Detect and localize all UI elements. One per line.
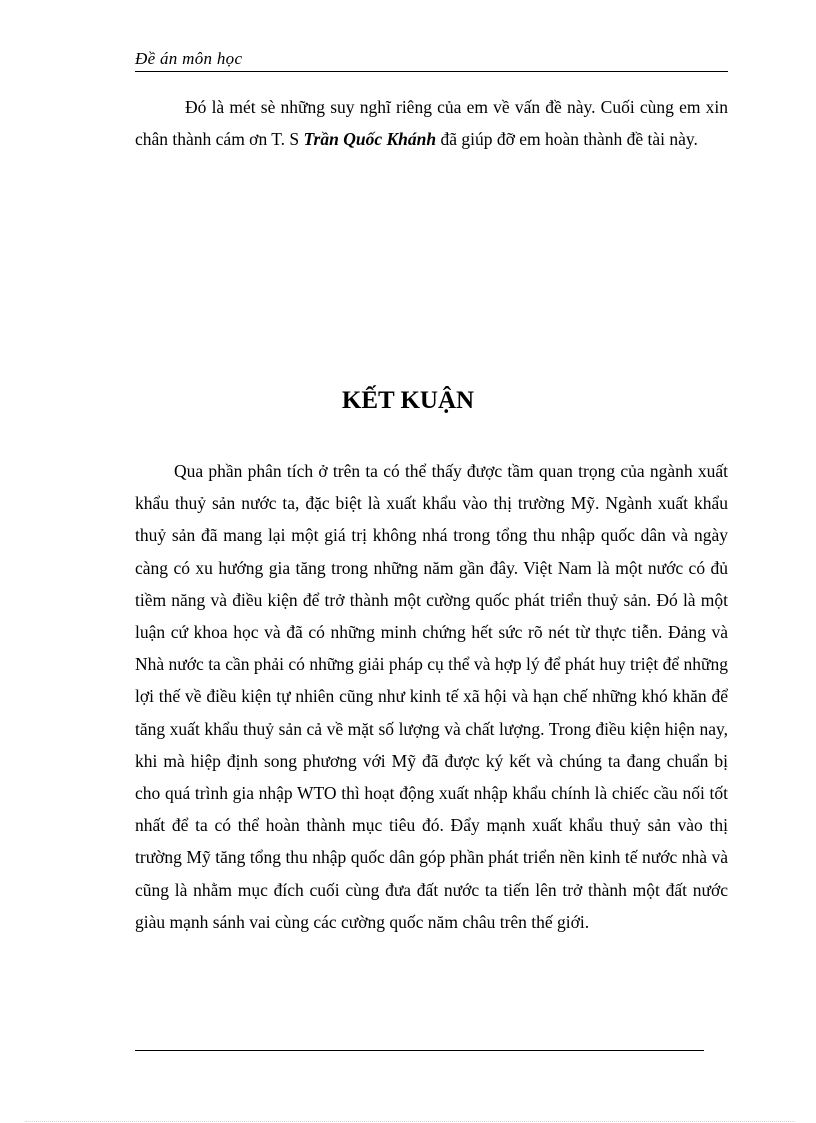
page-edge-divider xyxy=(25,1121,795,1122)
advisor-name: Trần Quốc Khánh xyxy=(303,129,437,150)
conclusion-paragraph: Qua phần phân tích ở trên ta có thể thấy được tầm quan trọng của ngành xuất khẩu thuỷ sản nước ta, đặc biệt là xuất khẩu vào thị trường Mỹ. Ngành xuất khẩu thuỷ sản đã mang lại một giá trị không nhá trong tổng thu nhập quốc dân và ngày càng có xu hướng gia tăng trong những năm gần đây. Việt Nam là một nước có đủ tiềm năng và điều kiện để trở thành một cường quốc phát triển thuỷ sản. Đó là một luận cứ khoa học và đã có những minh chứng hết sức rõ nét từ thực tiễn. Đảng và Nhà nước ta cần phải có những giải pháp cụ thể và hợp lý để phát huy triệt để những lợi thế về điều kiện tự nhiên cũng như kinh tế xã hội và hạn chế những khó khăn để tăng xuất khẩu thuỷ sản cả về mặt số lượng và chất lượng. Trong điều kiện hiện nay, khi mà hiệp định song phương với Mỹ đã được ký kết và chúng ta đang chuẩn bị cho quá trình gia nhập WTO thì hoạt động xuất nhập khẩu chính là chiếc cầu nối tốt nhất để ta có thể hoàn thành mục tiêu đó. Đẩy mạnh xuất khẩu thuỷ sản vào thị trường Mỹ tăng tổng thu nhập quốc dân góp phần phát triển nền kinh tế nước nhà và cũng là nhằm mục đích cuối cùng đưa đất nước ta tiến lên trở thành một đất nước giàu mạnh sánh vai cùng các cường quốc năm châu trên thế giới. xyxy=(135,461,728,932)
page-header xyxy=(135,48,728,72)
footer-rule xyxy=(135,1050,704,1051)
intro-text-after: đã giúp đỡ em hoàn thành đề tài này. xyxy=(436,129,698,150)
conclusion-heading: KẾT KUẬN xyxy=(341,387,475,414)
intro-text-before: Đó là mét sè những suy nghĩ riêng của em về vấn đề này. Cuối cùng em xin chân thành cám ơn T. S xyxy=(135,97,728,150)
intro-paragraph xyxy=(135,91,728,155)
header-title: Đề án môn học xyxy=(135,49,243,68)
